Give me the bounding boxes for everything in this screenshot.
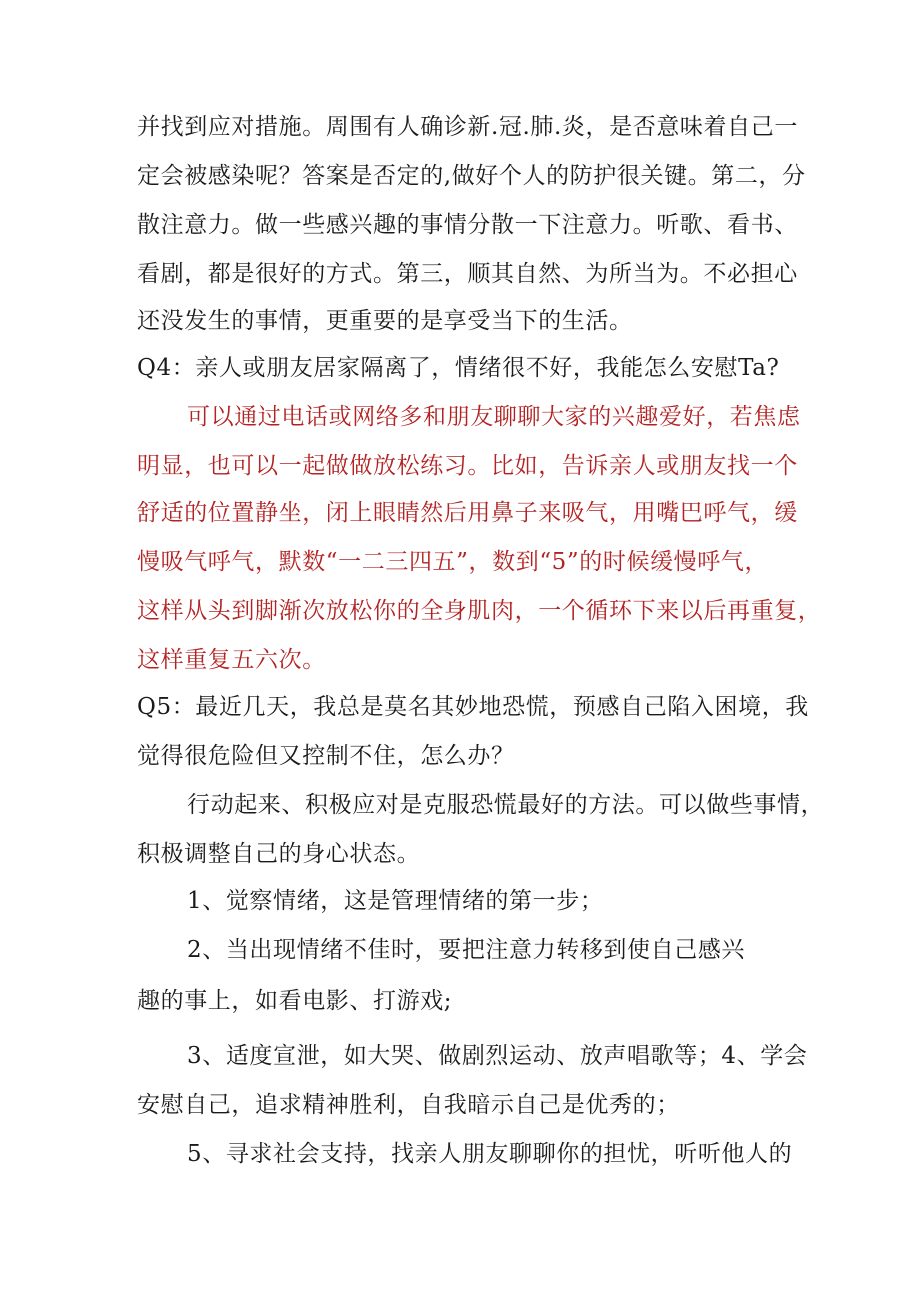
- answer-line: 明显，也可以一起做做放松练习。比如，告诉亲人或朋友找一个: [137, 453, 798, 479]
- question-q5: Q5：最近几天，我总是莫名其妙地恐慌，预感自己陷入困境，我: [137, 694, 809, 720]
- list-item: 1、觉察情绪，这是管理情绪的第一步；: [187, 888, 604, 914]
- text-line: 觉得很危险但又控制不住，怎么办？: [137, 743, 515, 769]
- answer-line: 这样重复五六次。: [137, 647, 326, 673]
- text-line: 积极调整自己的身心状态。: [137, 841, 421, 867]
- answer-line: 慢吸气呼气，默数“一二三四五”，数到“5”的时候缓慢呼气，: [137, 549, 769, 575]
- list-item: 趣的事上，如看电影、打游戏;: [137, 988, 453, 1014]
- text-line: 行动起来、积极应对是克服恐慌最好的方法。可以做些事情，: [187, 792, 825, 818]
- answer-line: 舒适的位置静坐，闭上眼睛然后用鼻子来吸气，用嘴巴呼气，缓: [137, 500, 798, 526]
- list-item: 3、适度宣泄，如大哭、做剧烈运动、放声唱歌等；4、学会: [187, 1043, 808, 1069]
- list-item: 安慰自己，追求精神胜利，自我暗示自己是优秀的；: [137, 1092, 680, 1118]
- list-item: 5、寻求社会支持，找亲人朋友聊聊你的担忧，听听他人的: [187, 1141, 793, 1167]
- list-item: 2、当出现情绪不佳时，要把注意力转移到使自己感兴: [187, 937, 746, 963]
- text-line: 看剧，都是很好的方式。第三，顺其自然、为所当为。不必担心: [137, 261, 798, 287]
- answer-line: 可以通过电话或网络多和朋友聊聊大家的兴趣爱好，若焦虑: [187, 404, 801, 430]
- question-q4: Q4：亲人或朋友居家隔离了，情绪很不好，我能怎么安慰Ta?: [137, 355, 780, 381]
- text-line: 定会被感染呢？答案是否定的,做好个人的防护很关键。第二，分: [137, 163, 806, 189]
- text-line: 散注意力。做一些感兴趣的事情分散一下注意力。听歌、看书、: [137, 212, 798, 238]
- text-line: 并找到应对措施。周围有人确诊新.冠.肺.炎，是否意味着自己一: [137, 114, 798, 140]
- text-line: 还没发生的事情，更重要的是享受当下的生活。: [137, 308, 633, 334]
- answer-line: 这样从头到脚渐次放松你的全身肌肉，一个循环下来以后再重复，: [137, 598, 822, 624]
